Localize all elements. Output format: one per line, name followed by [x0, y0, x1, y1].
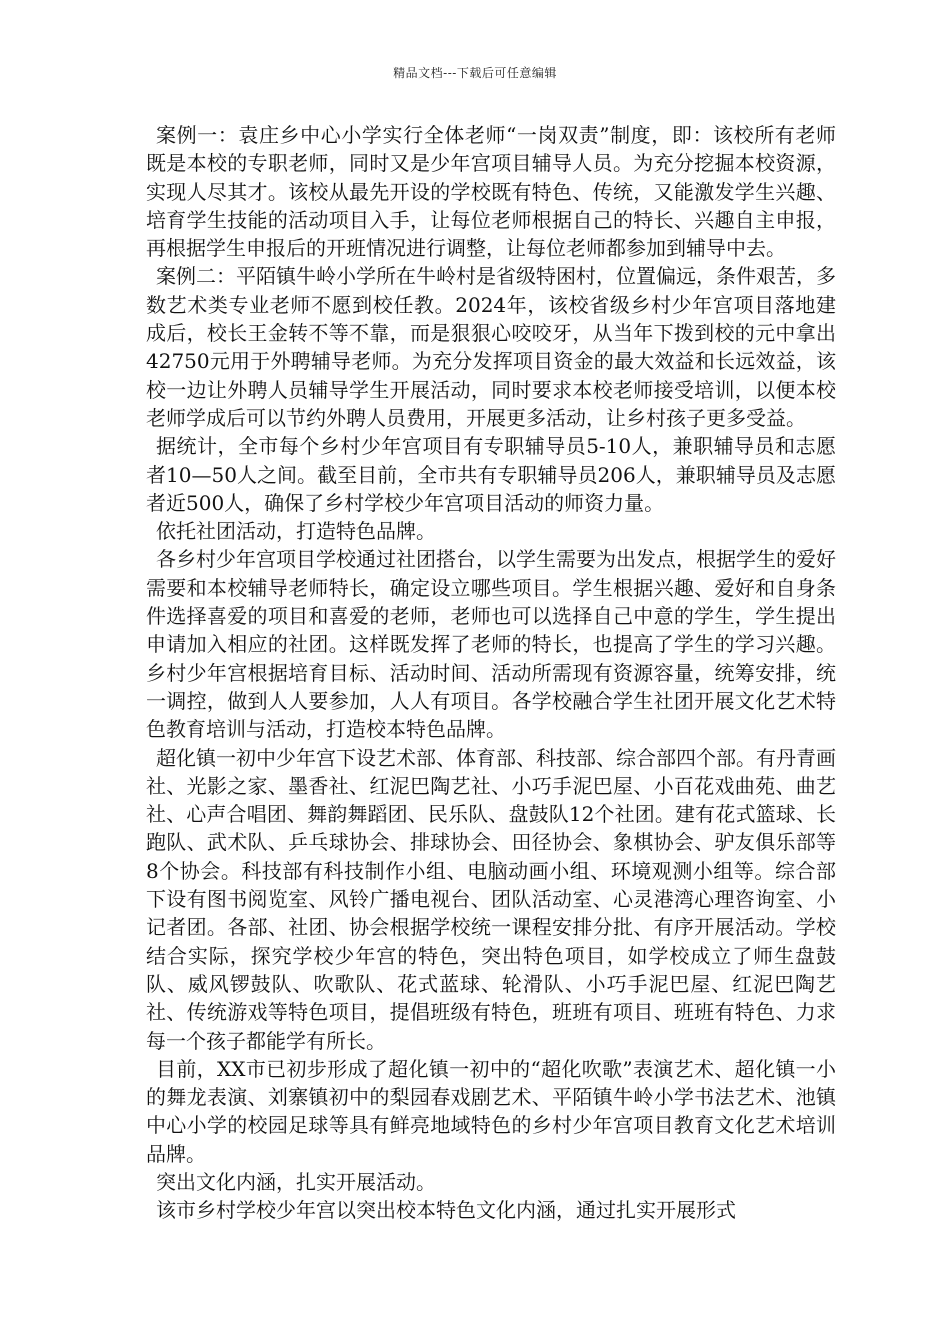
- paragraph-statistics: 据统计，全市每个乡村少年宫项目有专职辅导员5-10人，兼职辅导员和志愿者10—50人之间。截至目前，全市共有专职辅导员206人，兼职辅导员及志愿者近500人，确保了乡村学校少年宫项目活动的师资力量。: [146, 434, 836, 515]
- page-header: 精品文档---下载后可任意编辑: [393, 66, 557, 80]
- paragraph-chaohua-middle-school: 超化镇一初中少年宫下设艺术部、体育部、科技部、综合部四个部。有丹青画社、光影之家、墨香社、红泥巴陶艺社、小巧手泥巴屋、小百花戏曲苑、曲艺社、心声合唱团、舞韵舞蹈团、民乐队、盘鼓队12个社团。建有花式篮球、长跑队、武术队、乒乓球协会、排球协会、田径协会、象棋协会、驴友俱乐部等8个协会。科技部有科技制作小组、电脑动画小组、环境观测小组等。综合部下设有图书阅览室、风铃广播电视台、团队活动室、心灵港湾心理咨询室、小记者团。各部、社团、协会根据学校统一课程安排分批、有序开展活动。学校结合实际，探究学校少年宫的特色，突出特色项目，如学校成立了师生盘鼓队、威风锣鼓队、吹歌队、花式蓝球、轮滑队、小巧手泥巴屋、红泥巴陶艺社、传统游戏等特色项目，提倡班级有特色，班班有项目、班班有特色、力求每一个孩子都能学有所长。: [146, 745, 836, 1053]
- paragraph-club-projects: 各乡村少年宫项目学校通过社团搭台，以学生需要为出发点，根据学生的爱好需要和本校辅导老师特长，确定设立哪些项目。学生根据兴趣、爱好和自身条件选择喜爱的项目和喜爱的老师，老师也可以选择自己中意的学生，学生提出申请加入相应的社团。这样既发挥了老师的特长，也提高了学生的学习兴趣。乡村少年宫根据培育目标、活动时间、活动所需现有资源容量，统筹安排，统一调控，做到人人要参加，人人有项目。各学校融合学生社团开展文化艺术特色教育培训与活动，打造校本特色品牌。: [146, 547, 836, 742]
- paragraph-case-one: 案例一：袁庄乡中心小学实行全体老师“一岗双责”制度，即：该校所有老师既是本校的专职老师，同时又是少年宫项目辅导人员。为充分挖掘本校资源，实现人尽其才。该校从最先开设的学校既有特色、传统，又能激发学生兴趣、培育学生技能的活动项目入手，让每位老师根据自己的特长、兴趣自主申报，再根据学生申报后的开班情况进行调整，让每位老师都参加到辅导中去。: [146, 123, 836, 261]
- section-heading-club-activities: 依托社团活动，打造特色品牌。: [156, 519, 436, 544]
- document-body: [146, 121, 836, 1225]
- paragraph-case-two: 案例二：平陌镇牛岭小学所在牛岭村是省级特困村，位置偏远，条件艰苦，多数艺术类专业老师不愿到校任教。2024年，该校省级乡村少年宫项目落地建成后，校长王金转不等不靠，而是狠狠心咬咬牙，从当年下拨到校的元中拿出42750元用于外聘辅导老师。为充分发挥项目资金的最大效益和长远效益，该校一边让外聘人员辅导学生开展活动，同时要求本校老师接受培训，以便本校老师学成后可以节约外聘人员费用，开展更多活动，让乡村孩子更多受益。: [146, 264, 836, 430]
- paragraph-cultural-content: 该市乡村学校少年宫以突出校本特色文化内涵，通过扎实开展形式: [156, 1198, 736, 1223]
- paragraph-current-brands: 目前，XX市已初步形成了超化镇一初中的“超化吹歌”表演艺术、超化镇一小的舞龙表演、刘寨镇初中的梨园春戏剧艺术、平陌镇牛岭小学书法艺术、池镇中心小学的校园足球等具有鲜亮地域特色的乡村少年宫项目教育文化艺术培训品牌。: [146, 1056, 836, 1166]
- section-heading-cultural-content: 突出文化内涵，扎实开展活动。: [156, 1169, 436, 1194]
